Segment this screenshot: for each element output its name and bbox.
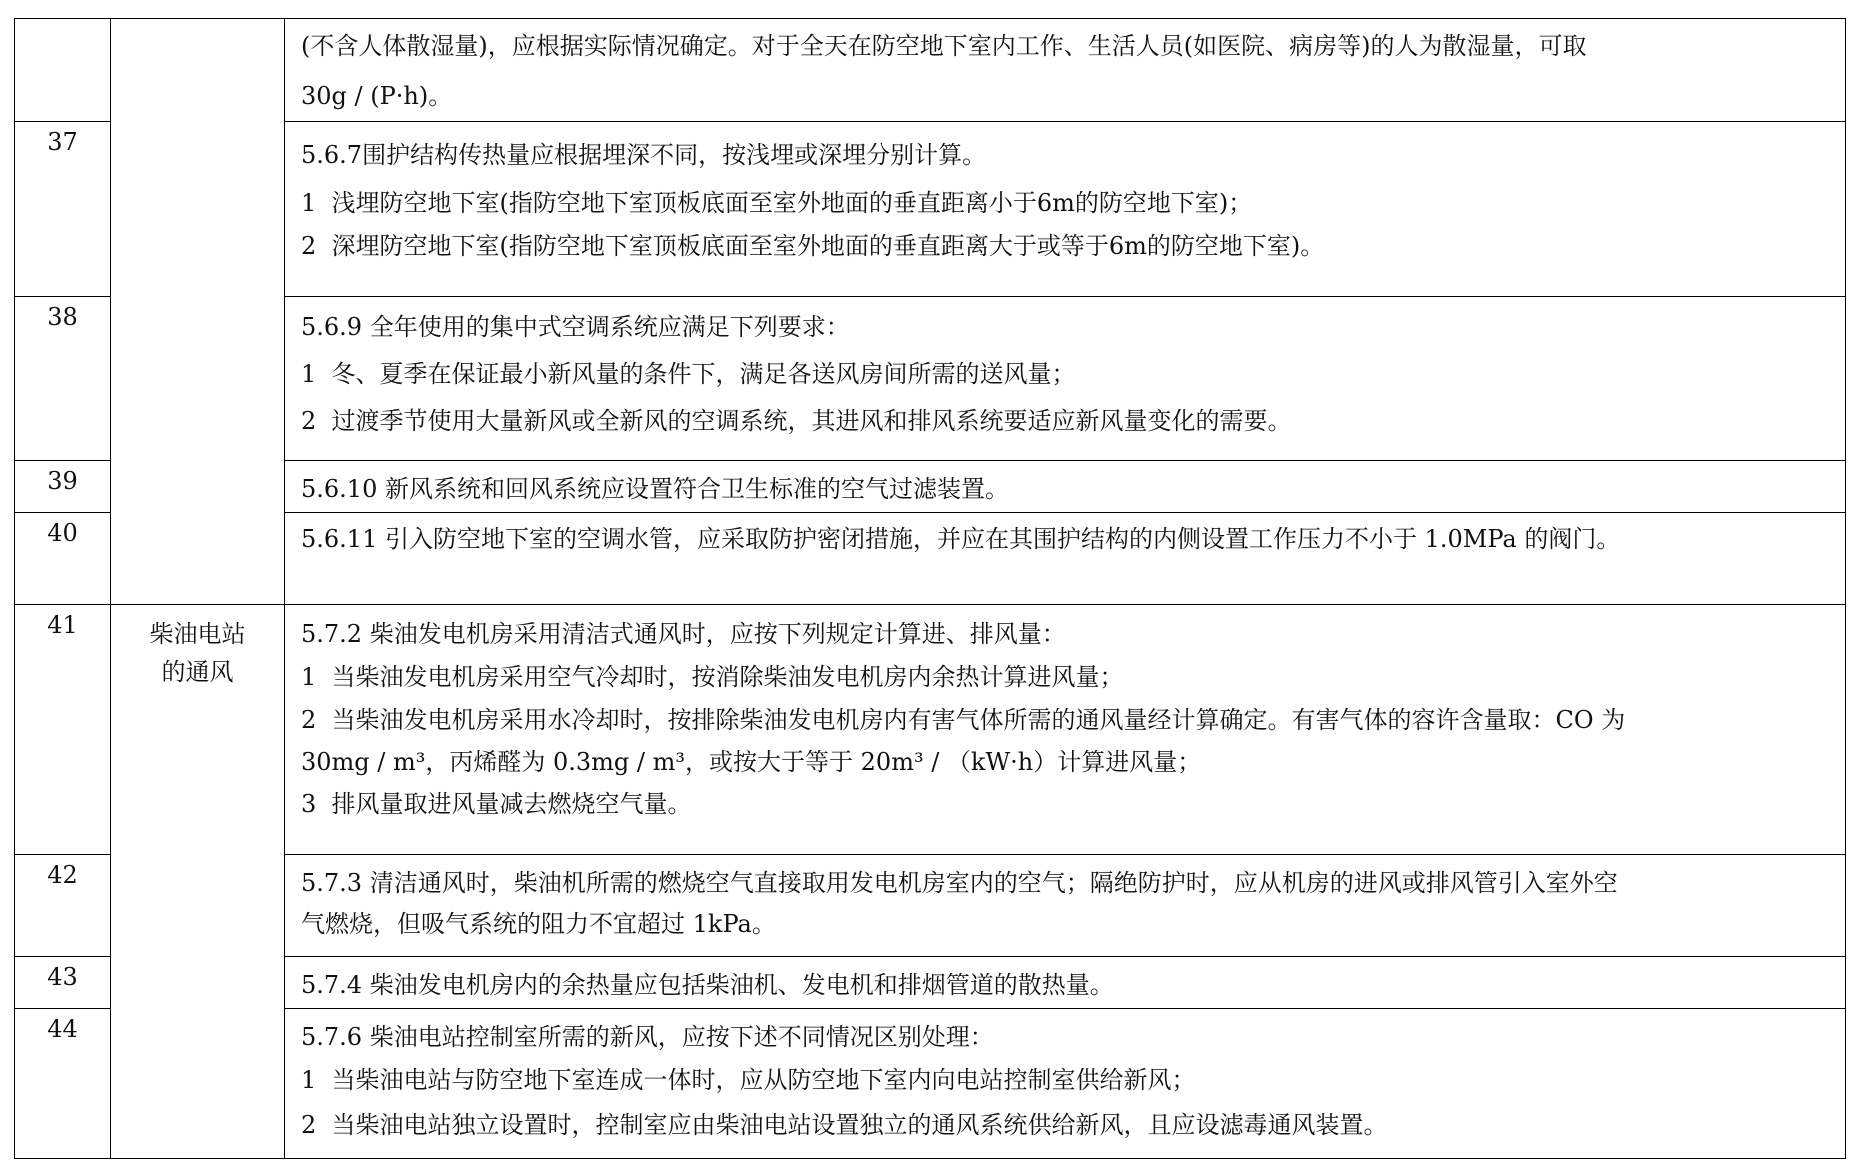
clause-line: 5.6.7围护结构传热量应根据埋深不同，按浅埋或深埋分别计算。: [301, 141, 987, 169]
clause-line: 2 当柴油发电机房采用水冷却时，按排除柴油发电机房内有害气体所需的通风量经计算确定。有害气体的容许含量取：CO 为: [301, 706, 1626, 734]
clause-line: 气燃烧，但吸气系统的阻力不宜超过 1kPa。: [301, 910, 776, 938]
category-cell: [111, 19, 285, 605]
row-number-cell: [15, 957, 111, 1009]
category-label: [111, 605, 284, 692]
row-number-cell: [15, 513, 111, 605]
table-row: [15, 605, 1846, 855]
row-number: 40: [47, 519, 78, 547]
clause-line: 30mg / m³，丙烯醛为 0.3mg / m³，或按大于等于 20m³ / （kW·h）计算进风量；: [301, 748, 1202, 776]
clause-line: 5.7.3 清洁通风时，柴油机所需的燃烧空气直接取用发电机房室内的空气；隔绝防护时，应从机房的进风或排风管引入室外空: [301, 869, 1618, 897]
table-row: [15, 855, 1846, 957]
table-row: [15, 122, 1846, 297]
clause-line: 5.7.6 柴油电站控制室所需的新风，应按下述不同情况区别处理：: [301, 1023, 994, 1051]
clause-line: 5.6.11 引入防空地下室的空调水管，应采取防护密闭措施，并应在其围护结构的内侧设置工作压力不小于 1.0MPa 的阀门。: [301, 525, 1621, 553]
row-number-cell: [15, 461, 111, 513]
clause-line: 5.6.10 新风系统和回风系统应设置符合卫生标准的空气过滤装置。: [301, 475, 1009, 503]
clause-line: 2 深埋防空地下室(指防空地下室顶板底面至室外地面的垂直距离大于或等于6m的防空地下室)。: [301, 232, 1325, 260]
row-number-cell: [15, 122, 111, 297]
clause-line: (不含人体散湿量)，应根据实际情况确定。对于全天在防空地下室内工作、生活人员(如医院、病房等)的人为散湿量，可取: [301, 32, 1587, 60]
row-number: 37: [47, 128, 78, 156]
row-number-cell: [15, 605, 111, 855]
clause-cell: [285, 1009, 1846, 1159]
row-number: 42: [47, 861, 78, 889]
row-number: 41: [47, 611, 78, 639]
clause-line: 5.7.2 柴油发电机房采用清洁式通风时，应按下列规定计算进、排风量：: [301, 620, 1066, 648]
clause-cell: [285, 461, 1846, 513]
row-number-cell: [15, 297, 111, 461]
category-cell: [111, 605, 285, 1159]
clause-line: 3 排风量取进风量减去燃烧空气量。: [301, 790, 692, 818]
row-number: 38: [47, 303, 78, 331]
clause-line: 30g / (P·h)。: [301, 82, 453, 110]
row-number: [15, 19, 110, 27]
row-number-cell: [15, 19, 111, 122]
row-number-cell: [15, 855, 111, 957]
clause-line: 5.7.4 柴油发电机房内的余热量应包括柴油机、发电机和排烟管道的散热量。: [301, 971, 1114, 999]
category-line: 柴油电站: [149, 620, 246, 648]
row-number-cell: [15, 1009, 111, 1159]
clause-cell: [285, 122, 1846, 297]
category-line: 的通风: [161, 658, 234, 687]
row-number: 39: [47, 467, 78, 495]
clause-cell: [285, 605, 1846, 855]
clause-line: 2 过渡季节使用大量新风或全新风的空调系统，其进风和排风系统要适应新风量变化的需要。: [301, 407, 1292, 435]
clause-cell: [285, 855, 1846, 957]
row-number: 43: [47, 963, 78, 991]
clause-line: 1 浅埋防空地下室(指防空地下室顶板底面至室外地面的垂直距离小于6m的防空地下室)；: [301, 189, 1253, 217]
clause-line: 1 冬、夏季在保证最小新风量的条件下，满足各送风房间所需的送风量；: [301, 360, 1076, 388]
clause-line: 1 当柴油电站与防空地下室连成一体时，应从防空地下室内向电站控制室供给新风；: [301, 1066, 1196, 1094]
table-row: [15, 19, 1846, 122]
clause-line: 5.6.9 全年使用的集中式空调系统应满足下列要求：: [301, 313, 850, 341]
clause-cell: [285, 957, 1846, 1009]
clause-cell: [285, 297, 1846, 461]
clause-line: 1 当柴油发电机房采用空气冷却时，按消除柴油发电机房内余热计算进风量；: [301, 663, 1124, 691]
table-row: [15, 1009, 1846, 1159]
regulation-table: [14, 18, 1846, 1159]
table-row: [15, 297, 1846, 461]
table-row: [15, 461, 1846, 513]
row-number: 44: [47, 1015, 78, 1043]
table-row: [15, 513, 1846, 605]
clause-cell: [285, 513, 1846, 605]
clause-cell: [285, 19, 1846, 122]
table-row: [15, 957, 1846, 1009]
clause-line: 2 当柴油电站独立设置时，控制室应由柴油电站设置独立的通风系统供给新风，且应设滤毒通风装置。: [301, 1111, 1388, 1139]
